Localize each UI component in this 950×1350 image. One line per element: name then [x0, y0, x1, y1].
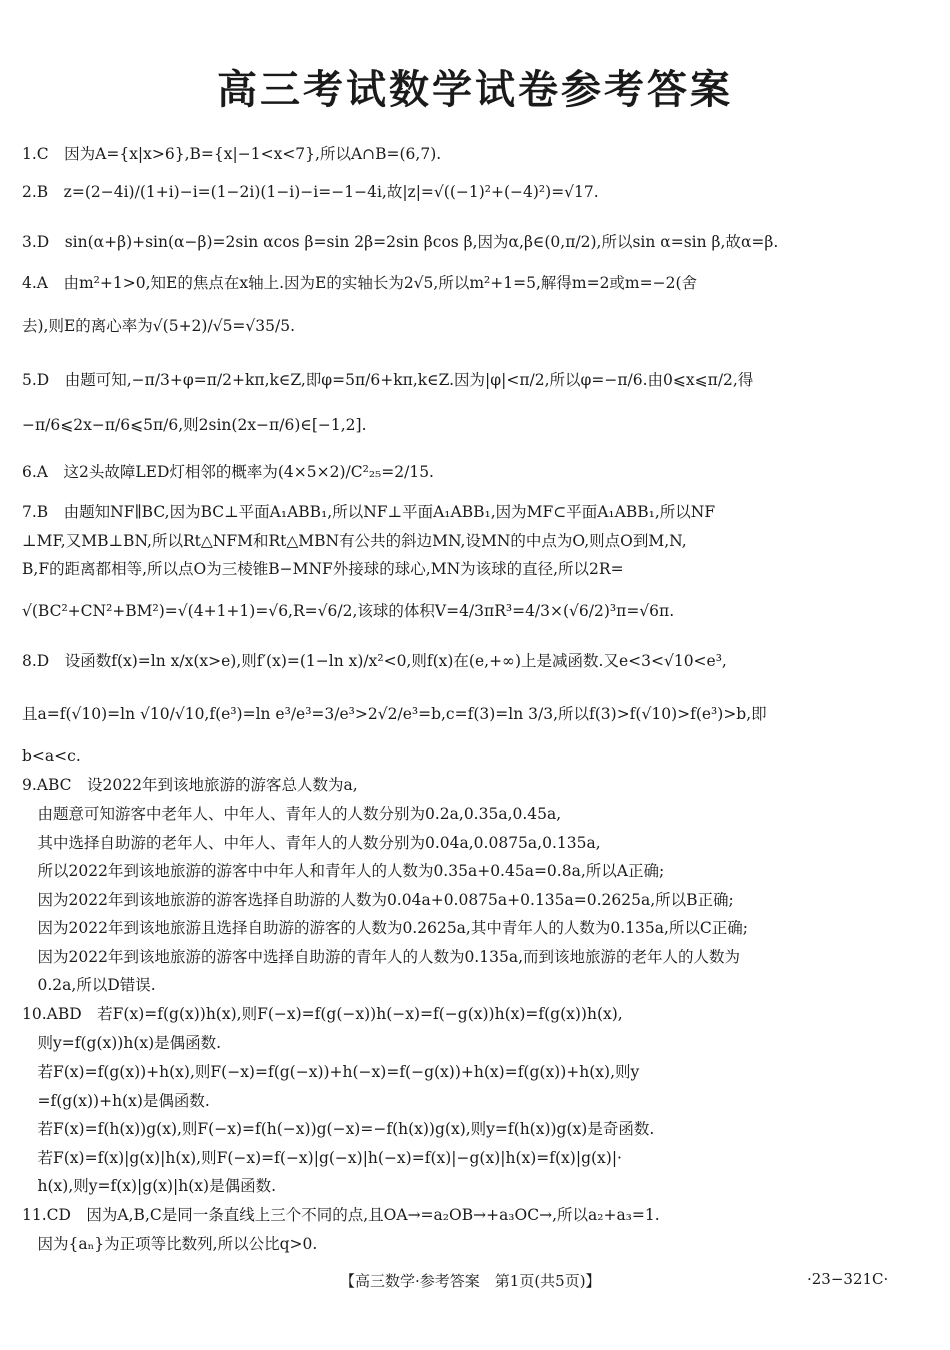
answer-line: 3.D sin(α+β)+sin(α−β)=2sin αcos β=sin 2β=2sin βcos β,因为α,β∈(0,π/2),所以sin α=sin β,故α=β.: [22, 233, 779, 251]
answer-line: h(x),则y=f(x)|g(x)|h(x)是偶函数.: [22, 1177, 277, 1195]
answer-line: 11.CD 因为A,B,C是同一条直线上三个不同的点,且OA→=a₂OB→+a₃OC→,所以a₂+a₃=1.: [22, 1206, 660, 1224]
answer-line: 7.B 由题知NF∥BC,因为BC⊥平面A₁ABB₁,所以NF⊥平面A₁ABB₁,因为MF⊂平面A₁ABB₁,所以NF: [22, 503, 716, 521]
answer-line: 4.A 由m²+1>0,知E的焦点在x轴上.因为E的实轴长为2√5,所以m²+1=5,解得m=2或m=−2(舍: [22, 274, 698, 292]
answer-line: 因为2022年到该地旅游且选择自助游的游客的人数为0.2625a,其中青年人的人数为0.135a,所以C正确;: [22, 919, 748, 937]
answer-line: 0.2a,所以D错误.: [22, 976, 156, 994]
answer-line: 若F(x)=f(x)|g(x)|h(x),则F(−x)=f(−x)|g(−x)|h(−x)=f(x)|−g(x)|h(x)=f(x)|g(x)|·: [22, 1149, 622, 1167]
answer-line: 5.D 由题可知,−π/3+φ=π/2+kπ,k∈Z,即φ=5π/6+kπ,k∈Z.因为|φ|<π/2,所以φ=−π/6.由0⩽x⩽π/2,得: [22, 371, 754, 389]
answer-line: 因为2022年到该地旅游的游客中选择自助游的青年人的人数为0.135a,而到该地旅游的老年人的人数为: [22, 948, 740, 966]
answer-line: 所以2022年到该地旅游的游客中中年人和青年人的人数为0.35a+0.45a=0.8a,所以A正确;: [22, 862, 665, 880]
answer-line: b<a<c.: [22, 747, 81, 765]
answer-line: 10.ABD 若F(x)=f(g(x))h(x),则F(−x)=f(g(−x))h(−x)=f(−g(x))h(x)=f(g(x))h(x),: [22, 1005, 623, 1023]
answer-line: 2.B z=(2−4i)/(1+i)−i=(1−2i)(1−i)−i=−1−4i,故|z|=√((−1)²+(−4)²)=√17.: [22, 183, 599, 201]
answer-line: 且a=f(√10)=ln √10/√10,f(e³)=ln e³/e³=3/e³>2√2/e³=b,c=f(3)=ln 3/3,所以f(3)>f(√10)>f(e³)>b,即: [22, 705, 767, 723]
answer-line: B,F的距离都相等,所以点O为三棱锥B−MNF外接球的球心,MN为该球的直径,所以2R=: [22, 560, 624, 578]
answer-line: 其中选择自助游的老年人、中年人、青年人的人数分别为0.04a,0.0875a,0.135a,: [22, 834, 601, 852]
answer-line: 去),则E的离心率为√(5+2)/√5=√35/5.: [22, 317, 296, 335]
answer-line: 9.ABC 设2022年到该地旅游的游客总人数为a,: [22, 776, 358, 794]
answer-line: 若F(x)=f(g(x))+h(x),则F(−x)=f(g(−x))+h(−x)=f(−g(x))+h(x)=f(g(x))+h(x),则y: [22, 1063, 640, 1081]
answer-line: 则y=f(g(x))h(x)是偶函数.: [22, 1034, 222, 1052]
answer-line: ⊥MF,又MB⊥BN,所以Rt△NFM和Rt△MBN有公共的斜边MN,设MN的中点为O,则点O到M,N,: [22, 532, 687, 550]
answer-line: 1.C 因为A={x|x>6},B={x|−1<x<7},所以A∩B=(6,7).: [22, 145, 442, 163]
answer-line: √(BC²+CN²+BM²)=√(4+1+1)=√6,R=√6/2,该球的体积V=4/3πR³=4/3×(√6/2)³π=√6π.: [22, 602, 675, 620]
answer-line: 8.D 设函数f(x)=ln x/x(x>e),则f′(x)=(1−ln x)/x²<0,则f(x)在(e,+∞)上是减函数.又e<3<√10<e³,: [22, 652, 727, 670]
answer-line: 因为{aₙ}为正项等比数列,所以公比q>0.: [22, 1235, 318, 1253]
page-title: 高三考试数学试卷参考答案: [217, 67, 733, 113]
answer-line: 若F(x)=f(h(x))g(x),则F(−x)=f(h(−x))g(−x)=−f(h(x))g(x),则y=f(h(x))g(x)是奇函数.: [22, 1120, 655, 1138]
answer-line: 由题意可知游客中老年人、中年人、青年人的人数分别为0.2a,0.35a,0.45a,: [22, 805, 562, 823]
footer-code: ·23−321C·: [807, 1270, 889, 1288]
answer-line: −π/6⩽2x−π/6⩽5π/6,则2sin(2x−π/6)∈[−1,2].: [22, 416, 367, 434]
answer-line: 因为2022年到该地旅游的游客选择自助游的人数为0.04a+0.0875a+0.135a=0.2625a,所以B正确;: [22, 891, 734, 909]
answer-line: 6.A 这2头故障LED灯相邻的概率为(4×5×2)/C²₂₅=2/15.: [22, 463, 434, 481]
answer-line: =f(g(x))+h(x)是偶函数.: [22, 1092, 210, 1110]
footer-page-info: 【高三数学·参考答案 第1页(共5页)】: [340, 1272, 601, 1290]
